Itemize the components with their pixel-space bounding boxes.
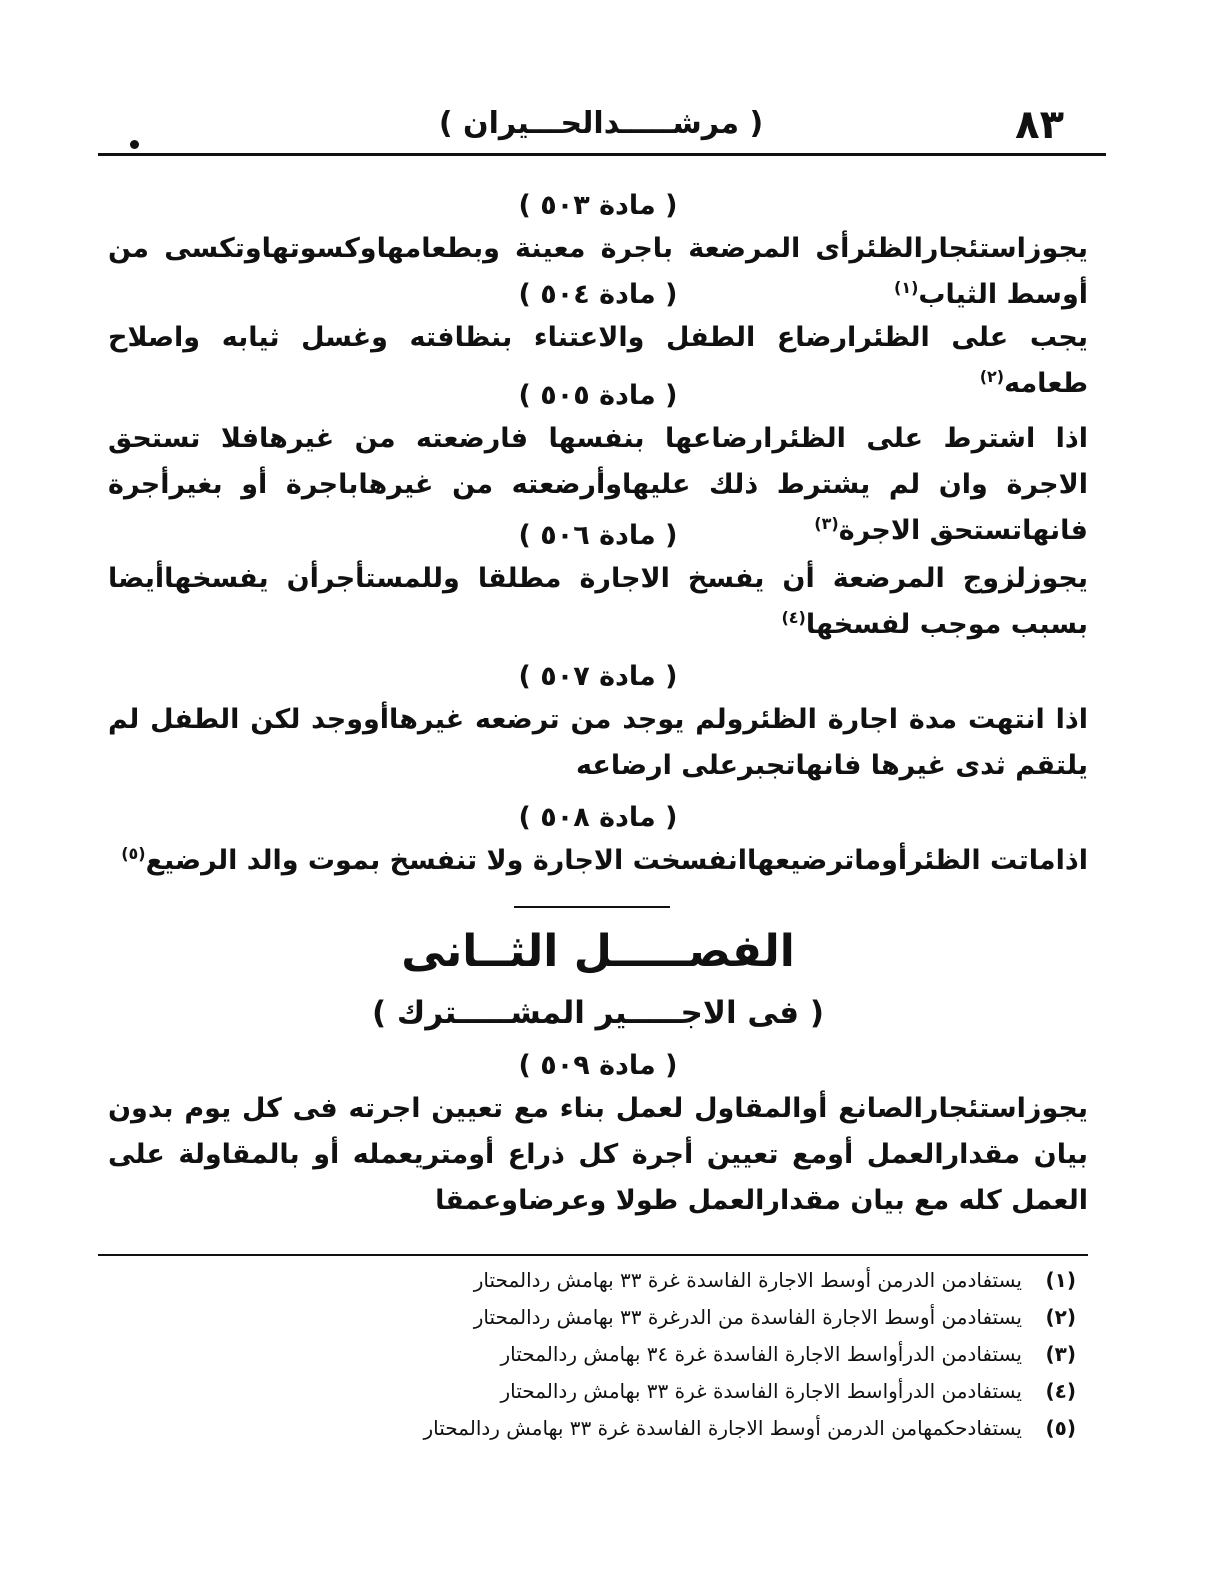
article-506 <box>108 516 1088 648</box>
footnote <box>300 1336 1076 1373</box>
dot-mark <box>130 140 139 149</box>
running-title: ( مرشـــــدالحـــيران ) <box>438 106 764 141</box>
footnote-rule <box>98 1254 1088 1256</box>
footnote <box>300 1299 1076 1336</box>
footnote-number: (٥) <box>1045 1416 1076 1440</box>
article-heading: ( مادة ٥٠٩ ) <box>518 1050 678 1081</box>
footnote-text: يستفادمن الدرمن أوسط الاجارة الفاسدة غرة ٣٣ بهامش ردالمحتار <box>473 1268 1022 1292</box>
footnote-number: (٢) <box>1045 1305 1076 1329</box>
article-heading: ( مادة ٥٠٨ ) <box>518 802 678 833</box>
article-text: اذا اشترط على الظئرارضاعها بنفسها فارضعته من غيرهافلا تستحق الاجرة وان لم يشترط ذلك عليهاوأرضعته من غيرهاباجرة أو بغيرأجرة فانهاتستحق الاجرة$^{(٣)}$ <box>108 423 1088 546</box>
footnote <box>300 1410 1076 1447</box>
page-number: ٨٣ <box>1015 102 1064 148</box>
article-text: يجوزلزوج المرضعة أن يفسخ الاجارة مطلقا وللمستأجرأن يفسخهاأيضا بسبب موجب لفسخها$^{(٤)}$ <box>108 563 1088 640</box>
footnote-text: يستفادمن أوسط الاجارة الفاسدة من الدرغرة ٣٣ بهامش ردالمحتار <box>473 1305 1022 1329</box>
article-text: يجوزاستئجارالظئرأى المرضعة باجرة معينة وبطعامهاوكسوتهاوتكسى من أوسط الثياب$^{(١)}$ <box>108 233 1088 310</box>
footnote-ref: (١) <box>894 278 919 297</box>
article-text: يجب على الظئرارضاع الطفل والاعتناء بنظافته وغسل ثيابه واصلاح طعامه$^{(٢)}$ <box>108 322 1088 399</box>
footnote-text: يستفادمن الدرأواسط الاجارة الفاسدة غرة ٣٣ بهامش ردالمحتار <box>500 1379 1022 1403</box>
footnote-ref: (٢) <box>979 367 1005 386</box>
article-507 <box>108 657 1088 789</box>
article-text: اذا انتهت مدة اجارة الظئرولم يوجد من ترضعه غيرهاأووجد لكن الطفل لم يلتقم ثدى غيرها فانهاتجبرعلى ارضاعه <box>108 704 1088 781</box>
article-text: يجوزاستئجارالصانع أوالمقاول لعمل بناء مع تعيين اجرته فى كل يوم بدون بيان مقدارالعمل أومع تعيين أجرة كل ذراع أومتريعمله أو بالمقاولة على العمل كله مع بيان مقدارالعمل طولا وعرضاوعمقا <box>108 1093 1088 1216</box>
footnote <box>300 1373 1076 1410</box>
article-heading: ( مادة ٥٠٧ ) <box>518 661 678 692</box>
footnote-text: يستفادحكمهامن الدرمن أوسط الاجارة الفاسدة غرة ٣٣ بهامش ردالمحتار <box>423 1416 1022 1440</box>
chapter-subtitle: ( فى الاجـــــير المشـــــترك ) <box>371 995 825 1031</box>
header-rule <box>98 153 1106 156</box>
article-heading: ( مادة ٥٠٤ ) <box>518 279 678 310</box>
footnote-number: (١) <box>1045 1268 1076 1292</box>
footnote-number: (٣) <box>1045 1342 1076 1366</box>
footnotes <box>300 1262 1076 1447</box>
footnote-ref: (٤) <box>781 608 806 627</box>
chapter-title: الفصـــــل الثــانى <box>401 926 795 977</box>
footnote-ref: (٥) <box>121 844 146 863</box>
article-heading: ( مادة ٥٠٦ ) <box>518 520 678 551</box>
article-508 <box>108 798 1088 884</box>
footnote-number: (٤) <box>1045 1379 1076 1403</box>
page-header <box>98 98 1104 148</box>
footnote <box>300 1262 1076 1299</box>
footnote-ref: (٣) <box>814 514 839 533</box>
footnote-text: يستفادمن الدرأواسط الاجارة الفاسدة غرة ٣٤ بهامش ردالمحتار <box>500 1342 1022 1366</box>
article-text: اذاماتت الظئرأوماترضيعهاانفسخت الاجارة ولا تنفسخ بموت والد الرضيع$^{(٥)}$ <box>121 844 1088 876</box>
section-divider <box>514 906 670 908</box>
article-509 <box>108 1046 1088 1224</box>
article-heading: ( مادة ٥٠٥ ) <box>518 380 678 411</box>
article-heading: ( مادة ٥٠٣ ) <box>518 190 678 221</box>
